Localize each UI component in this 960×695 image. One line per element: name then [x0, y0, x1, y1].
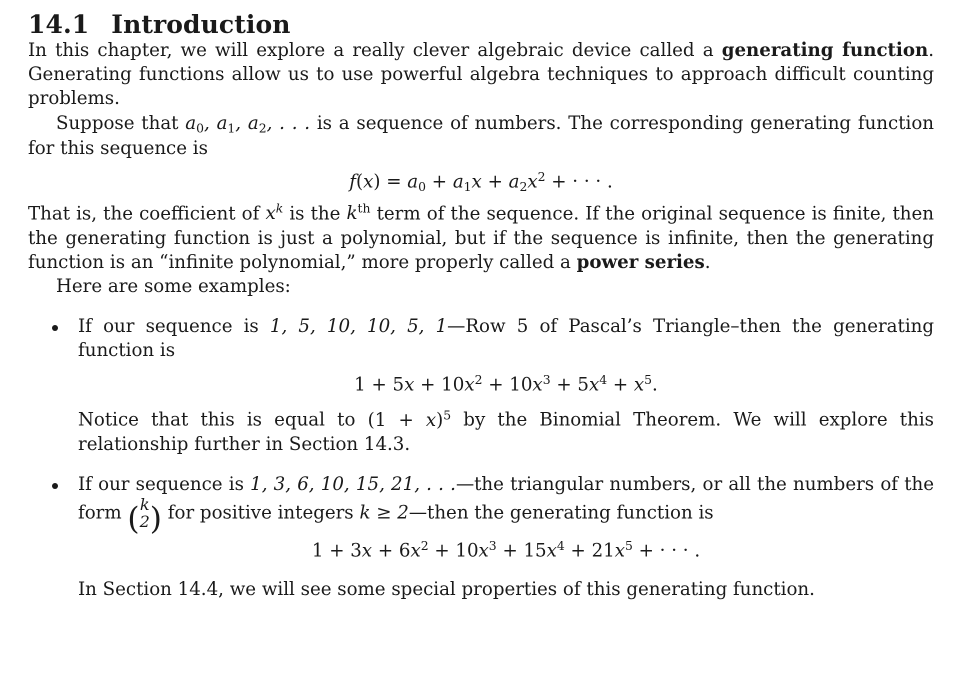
- that-is-text-a: That is, the coefficient of: [28, 203, 266, 225]
- bullet-2-condition: k ≥ 2: [359, 502, 409, 524]
- bullet-1-sequence: 1, 5, 10, 10, 5, 1: [269, 316, 448, 338]
- bullet-2-text-d: —then the generating function is: [408, 502, 714, 524]
- suppose-text-b: is a sequence of numbers. The corresponding generating function for this sequence is: [28, 112, 934, 159]
- bullet-1-follow-a: Notice that this is equal to: [78, 409, 368, 431]
- bullet-2-sequence: 1, 3, 6, 10, 15, 21, . . .: [250, 474, 456, 496]
- bullet-1-follow-b: by the Binomial Theorem. We will explore this relationship further in Section 14.3.: [78, 409, 934, 455]
- equation-triangular-polynomial: $1 + 3x + 6x^2 + 10x^3 + 15x^4 + 21x^5$ + · · · .: [311, 539, 701, 562]
- equation-row5-polynomial: $1 + 5x + 10x^2 + 10x^3 + 5x^4 + x^5$.: [354, 372, 658, 396]
- intro-text-b: . Generating functions allow us to use powerful algebra techniques to approach difficult counting problems.: [28, 40, 934, 110]
- example-list: [0, 315, 960, 563]
- suppose-text-a: Suppose that: [56, 112, 186, 134]
- document-page: [0, 10, 960, 695]
- sequence-notation: $a_0$, $a_1$, $a_2$, . . .: [185, 112, 311, 136]
- section-title: Introduction: [111, 10, 291, 39]
- closing-paragraph: In Section 14.4, we will see some special properties of this generating function.: [78, 578, 815, 600]
- paragraph-examples-lead: Here are some examples:: [56, 276, 291, 298]
- binomial-power: $(1 + x)^5$: [367, 408, 452, 431]
- bullet-1-text-a: If our sequence is: [78, 316, 270, 338]
- page-title: [28, 10, 960, 39]
- paragraph-that-is: [28, 201, 934, 275]
- paragraph-intro: [28, 39, 934, 112]
- bullet-1-text-b: —Row 5 of Pascal’s Triangle–then the generating function is: [78, 316, 934, 362]
- bullet-1-followup: [78, 407, 934, 457]
- bullet-2-text-a: If our sequence is: [78, 474, 251, 496]
- paragraph-suppose: [28, 112, 934, 161]
- bullet-2-text-c: for positive integers: [167, 502, 360, 524]
- equation-generating-function: $f(x) = a_0 + a_1x + a_2x^2$ + · · · .: [349, 169, 613, 194]
- bullet-2-text-b: —the triangular numbers, or all the numbers of the form: [78, 474, 934, 524]
- body-text: [28, 39, 934, 299]
- intro-text-a: In this chapter, we will explore a really clever algebraic device called a: [28, 40, 722, 61]
- binomial-coefficient: ( k 2 ): [127, 495, 162, 538]
- list-item: [78, 315, 934, 457]
- bullet-icon: [52, 483, 58, 489]
- list-item: [78, 473, 934, 563]
- that-is-text-b: is the: [283, 203, 347, 225]
- section-number: 14.1: [28, 10, 90, 39]
- term-generating-function: generating function: [721, 40, 929, 61]
- binom-bottom: 2: [139, 511, 150, 531]
- term-power-series: power series: [576, 251, 705, 273]
- x-to-the-k: $x^k$: [265, 202, 284, 225]
- that-is-text-d: .: [704, 251, 711, 273]
- bullet-icon: [52, 325, 58, 331]
- binom-top: k: [139, 495, 150, 515]
- k-th: $k^{th}$: [346, 202, 371, 225]
- that-is-text-c: term of the sequence. If the original sequence is finite, then the generating function is just a polynomial, but if the sequence is infinite, then the generating function is an “infinite polynomial,” more properly called a: [28, 203, 935, 273]
